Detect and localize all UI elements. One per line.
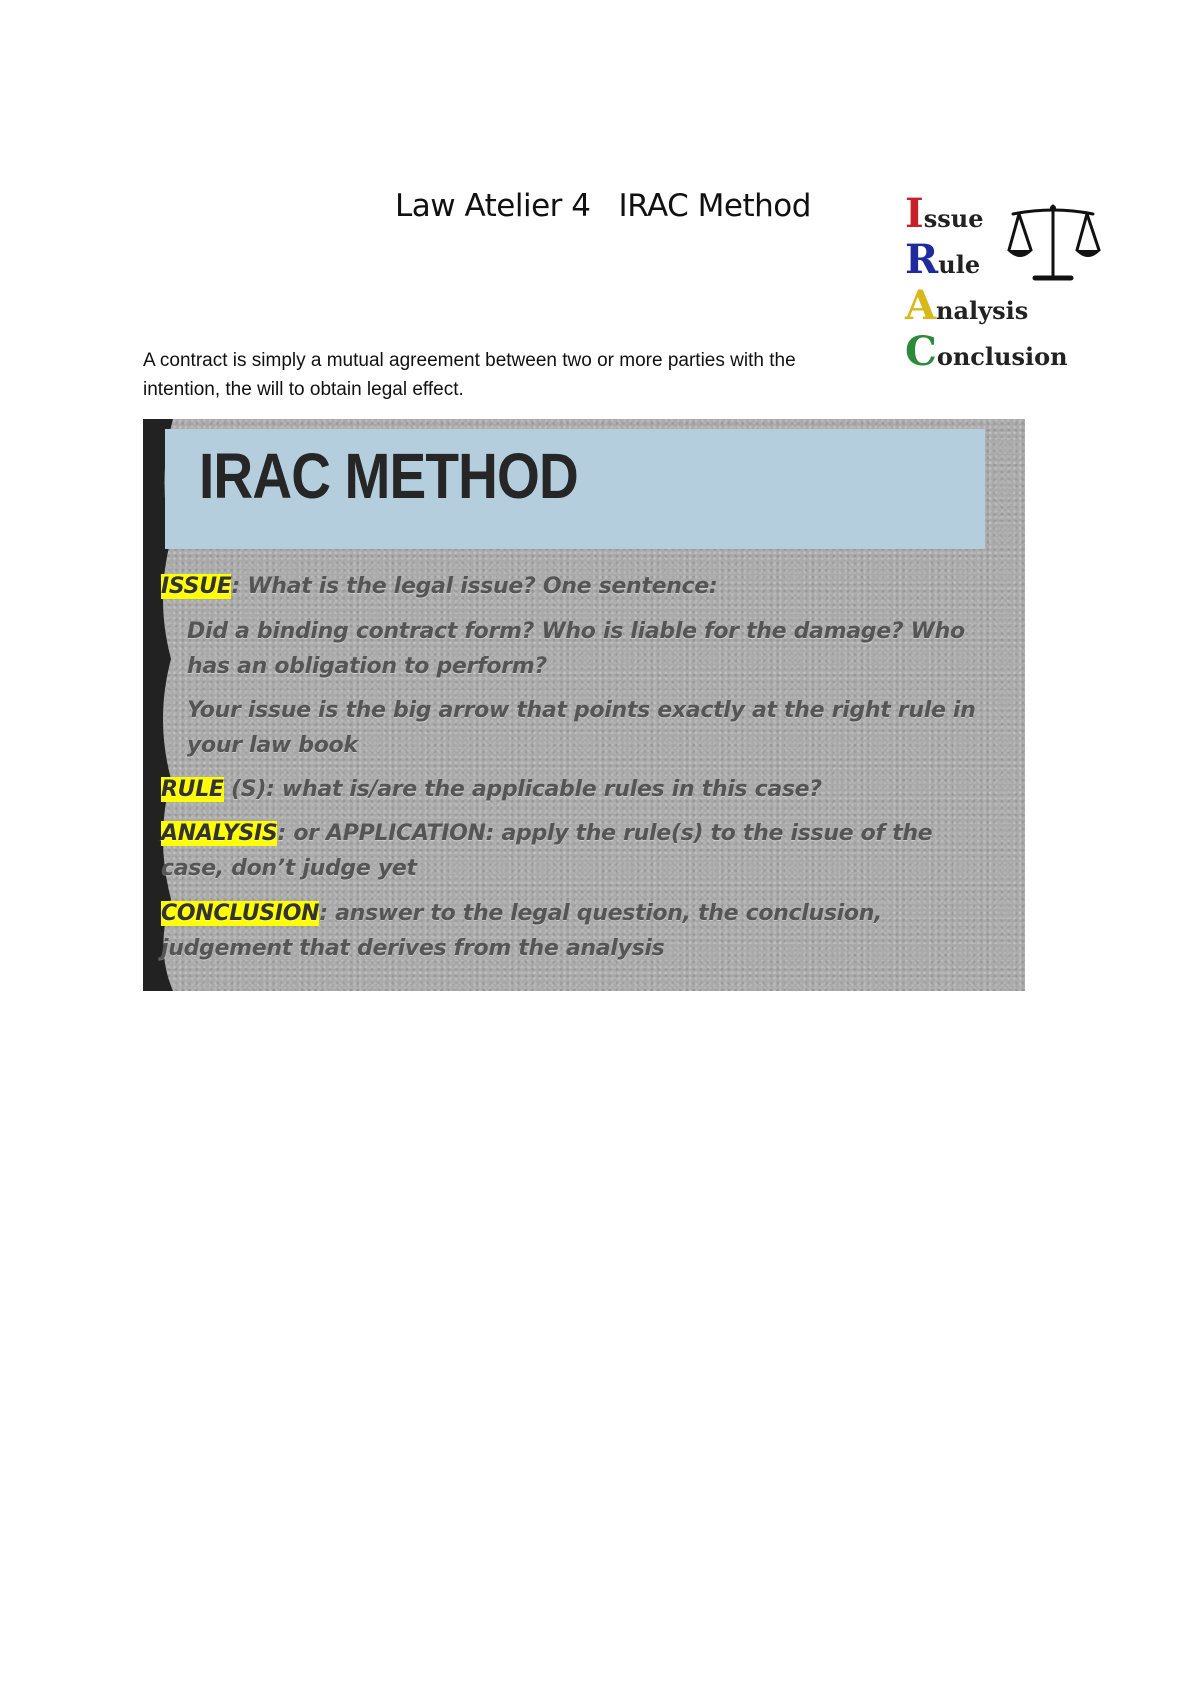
conclusion-line bbox=[161, 896, 991, 966]
issue-line bbox=[161, 569, 991, 604]
analysis-text: : or APPLICATION: apply the rule(s) to the issue of the case, don’t judge yet bbox=[161, 821, 933, 881]
analysis-label: ANALYSIS bbox=[161, 821, 278, 846]
scales-of-justice-icon bbox=[1005, 202, 1101, 284]
logo-initial-analysis: A bbox=[905, 282, 937, 329]
issue-text: : What is the legal issue? One sentence: bbox=[231, 574, 718, 599]
logo-rest-conclusion: onclusion bbox=[936, 342, 1068, 371]
logo-rest-rule: ule bbox=[938, 250, 981, 279]
slide-header-band bbox=[165, 429, 985, 549]
intro-paragraph: A contract is simply a mutual agreement between two or more parties with the intention, the will to obtain legal effect. bbox=[143, 350, 796, 400]
logo-word-analysis bbox=[905, 282, 1028, 329]
logo-initial-rule: R bbox=[905, 236, 939, 283]
issue-label: ISSUE bbox=[161, 574, 232, 599]
conclusion-text: : answer to the legal question, the conclusion, judgement that derives from the analysis bbox=[161, 901, 883, 961]
rule-text: (S): what is/are the applicable rules in this case? bbox=[223, 777, 822, 802]
logo-rest-issue: ssue bbox=[923, 204, 984, 233]
irac-slide bbox=[143, 419, 1025, 991]
issue-sub-2: Your issue is the big arrow that points exactly at the right rule in your law book bbox=[187, 698, 976, 758]
page-title: Law Atelier 4 IRAC Method bbox=[395, 188, 811, 224]
logo-initial-issue: I bbox=[905, 190, 924, 237]
issue-sub-1: Did a binding contract form? Who is liable for the damage? Who has an obligation to perform? bbox=[187, 619, 965, 679]
irac-logo bbox=[905, 190, 1105, 380]
logo-rest-analysis: nalysis bbox=[936, 296, 1029, 325]
slide-title: IRAC METHOD bbox=[199, 440, 578, 512]
logo-word-conclusion bbox=[905, 328, 1068, 375]
logo-word-rule bbox=[905, 236, 980, 283]
logo-word-issue bbox=[905, 190, 983, 237]
rule-label: RULE bbox=[161, 777, 224, 802]
analysis-line bbox=[161, 816, 991, 886]
conclusion-label: CONCLUSION bbox=[161, 901, 320, 926]
rule-line bbox=[161, 772, 991, 807]
logo-initial-conclusion: C bbox=[905, 328, 937, 375]
